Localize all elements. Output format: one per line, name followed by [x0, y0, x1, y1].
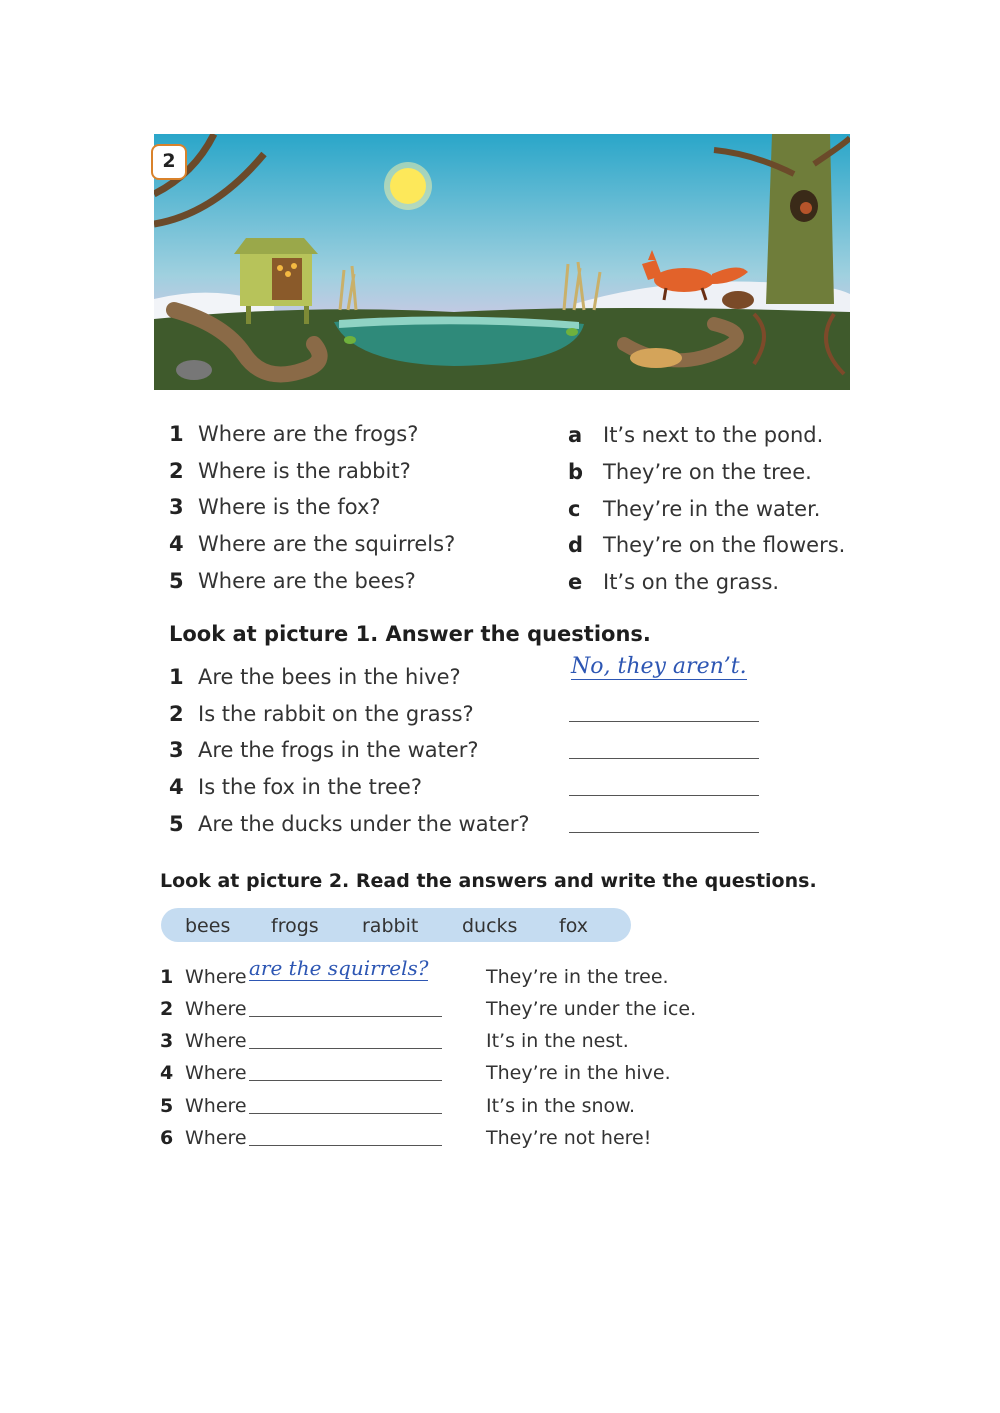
given-answer: They’re under the ice. [486, 998, 697, 1020]
item-number: 3 [169, 495, 184, 519]
rabbit-icon [176, 360, 212, 380]
item-letter: d [568, 533, 584, 557]
question-text: Where are the bees? [198, 569, 416, 593]
question-blank[interactable] [249, 1016, 442, 1017]
word-bank-item: ducks [462, 915, 518, 937]
section-heading: Look at picture 1. Answer the questions. [169, 622, 651, 646]
item-number: 2 [169, 702, 184, 726]
given-answer: They’re in the hive. [486, 1062, 671, 1084]
question-blank[interactable] [249, 1048, 442, 1049]
question-text: Is the rabbit on the grass? [198, 702, 474, 726]
question-blank[interactable] [249, 1145, 442, 1146]
item-number: 3 [169, 738, 184, 762]
where-prefix: Where [185, 1095, 247, 1117]
question-blank[interactable] [249, 1080, 442, 1081]
where-prefix: Where [185, 1030, 247, 1052]
given-answer: It’s in the nest. [486, 1030, 629, 1052]
item-number: 1 [169, 422, 184, 446]
given-answer: They’re not here! [486, 1127, 652, 1149]
given-answer: It’s in the snow. [486, 1095, 636, 1117]
answer-blank[interactable] [569, 832, 759, 833]
squirrel-icon [800, 202, 812, 214]
answer-written[interactable]: No, they aren’t. [571, 654, 747, 679]
word-bank-item: rabbit [362, 915, 419, 937]
item-letter: b [568, 460, 584, 484]
item-number: 4 [169, 532, 184, 556]
item-number: 1 [169, 665, 184, 689]
question-blank[interactable] [249, 1113, 442, 1114]
word-bank-item: frogs [271, 915, 319, 937]
answer-text: They’re in the water. [603, 497, 821, 521]
question-text: Are the ducks under the water? [198, 812, 530, 836]
where-prefix: Where [185, 1062, 247, 1084]
item-number: 2 [169, 459, 184, 483]
where-prefix: Where [185, 1127, 247, 1149]
item-number: 5 [160, 1095, 174, 1117]
sun-icon [384, 162, 432, 210]
item-number: 1 [160, 966, 174, 988]
item-number: 5 [169, 812, 184, 836]
answer-blank[interactable] [569, 721, 759, 722]
answer-text: It’s next to the pond. [603, 423, 824, 447]
item-number: 4 [169, 775, 184, 799]
nest-icon [630, 348, 682, 368]
word-bank-item: bees [185, 915, 231, 937]
answer-text: It’s on the grass. [603, 570, 780, 594]
item-letter: a [568, 423, 583, 447]
question-text: Are the bees in the hive? [198, 665, 461, 689]
item-letter: c [568, 497, 581, 521]
answer-text: They’re on the tree. [603, 460, 812, 484]
where-prefix: Where [185, 998, 247, 1020]
item-number: 2 [160, 998, 174, 1020]
question-text: Is the fox in the tree? [198, 775, 422, 799]
picture-number-badge: 2 [151, 144, 187, 180]
word-bank [161, 908, 631, 942]
item-number: 4 [160, 1062, 174, 1084]
question-text: Where are the frogs? [198, 422, 419, 446]
answer-blank[interactable] [569, 795, 759, 796]
answer-blank[interactable] [569, 758, 759, 759]
item-letter: e [568, 570, 583, 594]
given-answer: They’re in the tree. [486, 966, 669, 988]
question-text: Are the frogs in the water? [198, 738, 479, 762]
question-text: Where are the squirrels? [198, 532, 456, 556]
answer-text: They’re on the flowers. [603, 533, 846, 557]
question-text: Where is the fox? [198, 495, 381, 519]
question-written[interactable]: are the squirrels? [249, 956, 429, 980]
item-number: 6 [160, 1127, 174, 1149]
where-prefix: Where [185, 966, 247, 988]
scene-illustration [154, 134, 850, 390]
section-heading: Look at picture 2. Read the answers and write the questions. [160, 870, 817, 892]
word-bank-item: fox [559, 915, 588, 937]
question-text: Where is the rabbit? [198, 459, 411, 483]
item-number: 3 [160, 1030, 174, 1052]
item-number: 5 [169, 569, 184, 593]
